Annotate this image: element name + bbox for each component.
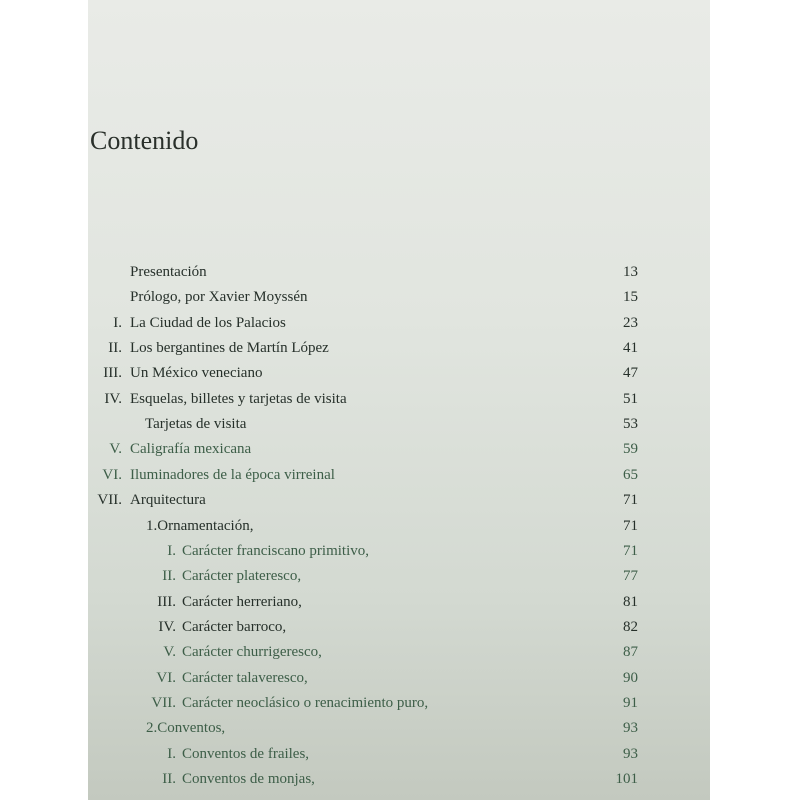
toc-entry-numeral: IV. [104,390,122,407]
toc-entry-title: Carácter plateresco, [182,568,302,585]
toc-entry-page: 101 [615,771,638,787]
page-title: Contenido [90,126,199,155]
book-page [88,0,710,800]
toc-entry-page: 91 [623,694,638,711]
toc-entry-page: 13 [623,264,638,280]
toc-entry-title: Carácter churrigeresco, [182,644,322,661]
toc-entry-numeral: VI. [156,669,176,686]
toc-entry [88,467,710,489]
toc-entry [88,315,710,337]
toc-entry [88,543,710,565]
toc-entry [88,568,710,590]
toc-entry-page: 90 [623,669,638,686]
toc-entry-title: Conventos de frailes, [182,745,310,762]
toc-entry-numeral: VII. [151,694,176,711]
toc-entry [88,771,710,793]
toc-entry-page: 53 [623,416,638,433]
toc-entry-page: 82 [623,618,638,635]
toc-entry [88,289,710,311]
toc-entry-numeral: V. [109,441,122,458]
toc-entry-title: Esquelas, billetes y tarjetas de visita [130,390,347,407]
toc-entry-numeral: VI. [102,466,122,483]
toc-entry-title: 1.Ornamentación, [146,517,254,534]
toc-entry-page: 51 [623,390,638,407]
toc-entry-numeral: IV. [158,618,176,635]
toc-entry-title: Tarjetas de visita [145,416,247,433]
toc-entry-title: Carácter talaveresco, [182,669,308,686]
toc-entry [88,720,710,742]
toc-entry-page: 23 [623,314,638,331]
toc-entry [88,391,710,413]
toc-entry-title: Los bergantines de Martín López [130,340,329,357]
toc-entry-title: Presentación [130,264,207,280]
toc-entry [88,416,710,438]
toc-entry [88,670,710,692]
toc-entry-page: 93 [623,745,638,762]
toc-entry-numeral: III. [157,593,176,610]
toc-entry-page: 71 [623,492,638,509]
toc-entry-title: Prólogo, por Xavier Moyssén [130,289,308,306]
toc-entry-numeral: I. [167,745,176,762]
toc-entry-title: Iluminadores de la época virreinal [130,466,335,483]
toc-entry [88,365,710,387]
toc-entry-numeral: III. [103,365,122,382]
toc-entry [88,594,710,616]
toc-entry-numeral: I. [113,314,122,331]
toc-entry-page: 47 [623,365,638,382]
toc-entry-title: Conventos de monjas, [182,771,315,787]
toc-entry-page: 93 [623,720,638,737]
toc-entry-numeral: II. [162,568,176,585]
toc-entry [88,492,710,514]
toc-entry-title: Carácter neoclásico o renacimiento puro, [182,694,429,711]
toc-entry-title: Carácter herreriano, [182,593,302,610]
toc-entry-numeral: II. [162,771,176,787]
toc-entry-numeral: VII. [97,492,122,509]
toc-entry [88,340,710,362]
toc-entry-title: La Ciudad de los Palacios [130,314,286,331]
toc-entry-page: 71 [623,517,638,534]
toc-entry-page: 15 [623,289,638,306]
toc-entry-page: 59 [623,441,638,458]
toc-entry-page: 81 [623,593,638,610]
toc-entry [88,695,710,717]
toc-entry-page: 77 [623,568,638,585]
toc-entry-title: Carácter franciscano primitivo, [182,542,370,559]
toc-entry-page: 65 [623,466,638,483]
toc-entry-numeral: II. [108,340,122,357]
toc-entry-title: 2.Conventos, [146,720,226,737]
toc-entry-title: Arquitectura [130,492,206,509]
toc-entry-numeral: V. [163,644,176,661]
toc-entry-title: Caligrafía mexicana [130,441,252,458]
toc-entry-numeral: I. [167,542,176,559]
toc-entry-title: Un México veneciano [130,365,263,382]
toc-entry [88,746,710,768]
toc-entry [88,518,710,540]
toc-entry-title: Carácter barroco, [182,618,287,635]
toc-entry-page: 71 [623,542,638,559]
toc-entry [88,264,710,286]
toc-entry-page: 41 [623,340,638,357]
toc-entry [88,644,710,666]
toc-entry [88,441,710,463]
toc-entry [88,619,710,641]
toc-entry-page: 87 [623,644,638,661]
